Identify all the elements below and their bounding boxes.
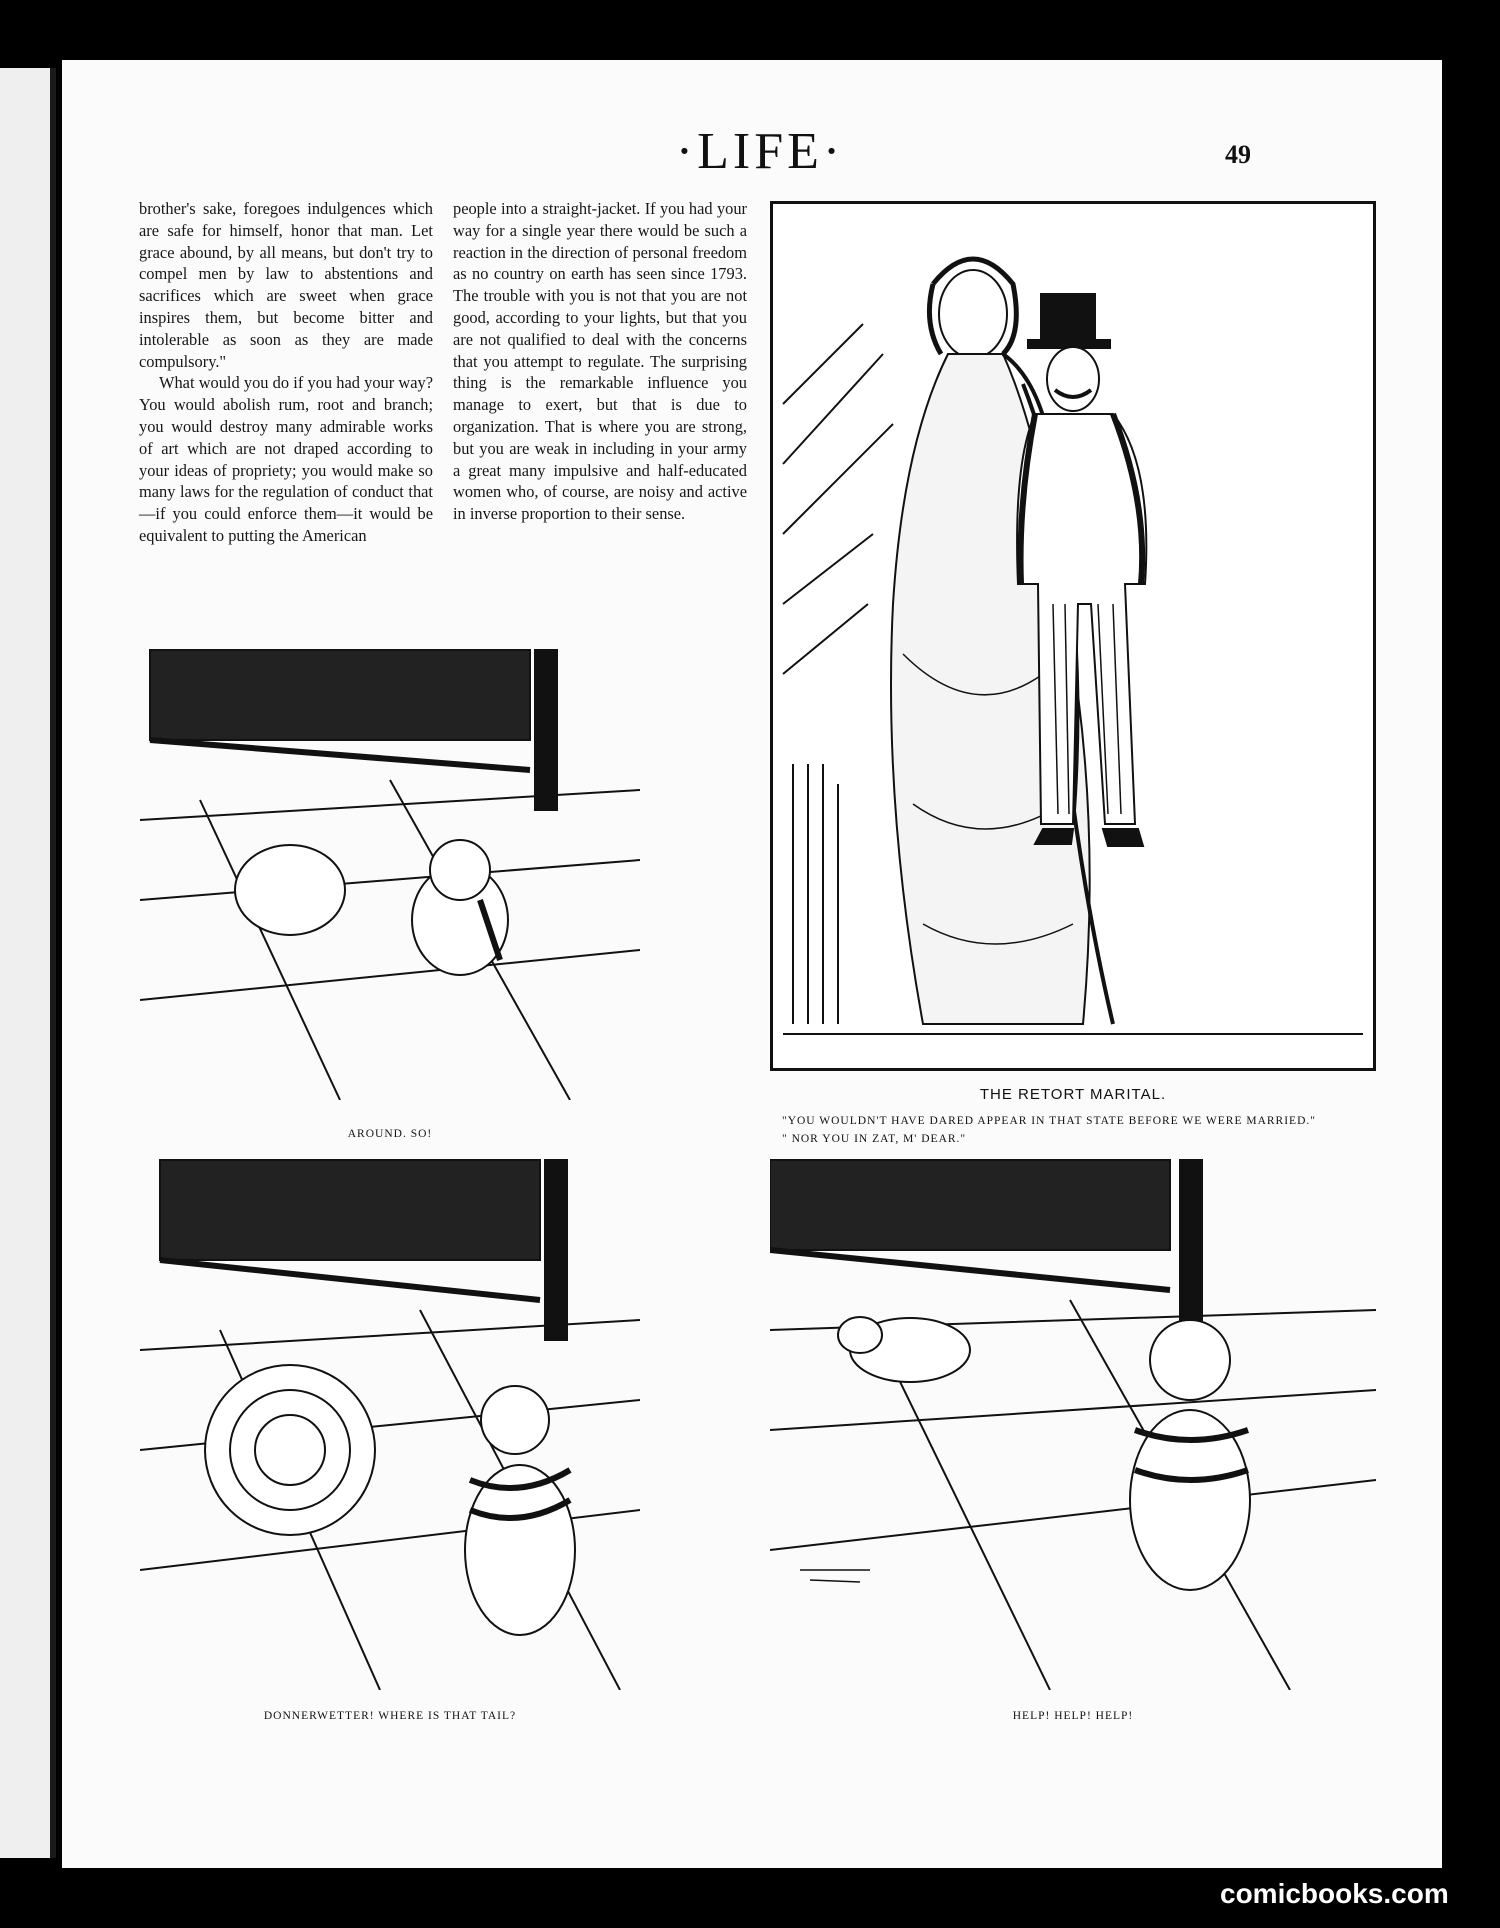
dialogue-line: "YOU WOULDN'T HAVE DARED APPEAR IN THAT STATE BEFORE WE WERE MARRIED." bbox=[782, 1115, 1316, 1127]
article-paragraph: What would you do if you had your way? You would abolish rum, root and branch; you would destroy many admirable works of art which are not draped according to your ideas of propriety; you would make so many laws for the regulation of conduct that—if you could enforce them—it would be equivalent to putting the American bbox=[139, 373, 433, 545]
spinning-dog-drawing bbox=[140, 1150, 640, 1690]
panel-2-caption: DONNERWETTER! WHERE IS THAT TAIL? bbox=[263, 1710, 517, 1722]
comic-panel-2 bbox=[140, 1150, 640, 1690]
couple-drawing bbox=[773, 204, 1373, 1068]
panel-3-caption: HELP! HELP! HELP! bbox=[1012, 1710, 1134, 1722]
article-paragraph: people into a straight-jacket. If you had your way for a single year there would be such a reaction in the direction of personal freedom as no country on earth has seen since 1793. The trouble with you is not that you are not good, according to your lights, but that you are not qualified to deal with the concerns that you attempt to regulate. The surprising thing is the remarkable influence you manage to exert, but that is due to organization. That is where you are strong, but you are weak in including in your army a great many impulsive and half-educated women who, of course, are noisy and active in inverse proportion to their sense. bbox=[453, 199, 747, 524]
article-column-1 bbox=[139, 198, 433, 547]
page-number: 49 bbox=[1225, 140, 1251, 169]
comic-panel-1 bbox=[140, 640, 640, 1100]
comic-panel-3 bbox=[770, 1150, 1376, 1690]
article-paragraph: brother's sake, foregoes indulgences which are safe for himself, honor that man. Let grace abound, by all means, but don't try to compel men by law to abstentions and sacrifices which are sweet when grace inspires them, but become bitter and intolerable as soon as they are made compulsory." bbox=[139, 199, 433, 371]
facing-page-edge bbox=[0, 68, 56, 1858]
retort-marital-illustration bbox=[770, 201, 1376, 1071]
illustration-title: THE RETORT MARITAL. bbox=[979, 1086, 1167, 1103]
panel-1-caption: AROUND. SO! bbox=[347, 1128, 433, 1140]
masthead: ·LIFE· bbox=[675, 123, 845, 180]
dachshund-bulldog-drawing bbox=[770, 1150, 1376, 1690]
watermark: comicbooks.com bbox=[1220, 1878, 1449, 1909]
illustration-dialogue bbox=[770, 1112, 1376, 1148]
railing-dogs-drawing bbox=[140, 640, 640, 1100]
article-column-2 bbox=[453, 198, 747, 525]
dialogue-line: " NOR YOU IN ZAT, M' DEAR." bbox=[782, 1133, 967, 1145]
